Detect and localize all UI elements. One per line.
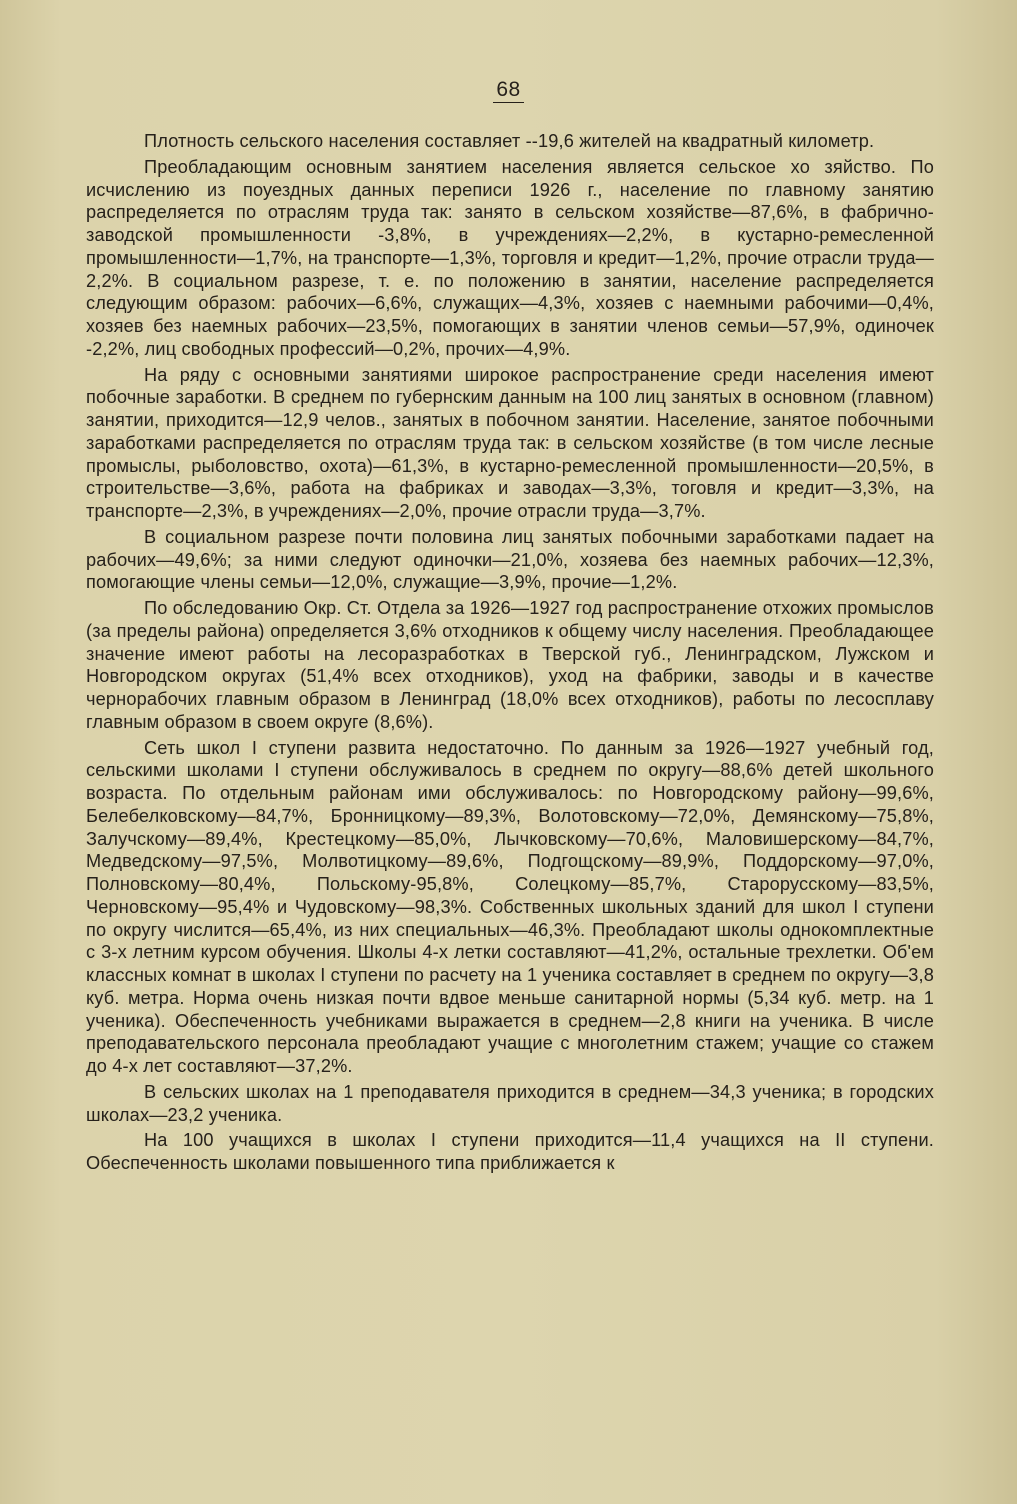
paragraph-second-level: На 100 учащихся в школах I ступени приходится—11,4 учащихся на II ступени. Обеспеченность школами повышенного типа приближается к	[86, 1130, 934, 1173]
paragraph-main-occupation: Преобладающим основным занятием населения является сельское хо зяйство. По исчислению из поуездных данных переписи 1926 г., население по главному занятию распределяется по отраслям труда так: занято в сельском хозяйстве—87,6%, в фабрично-заводской промышленности -3,8%, в учреждениях—2,2%, в кустарно-ремесленной промышленности—1,7%, на транспорте—1,3%, торговля и кредит—1,2%, прочие отрасли труда—2,2%. В социальном разрезе, т. е. по положению в занятии, население распределяется следующим образом: рабочих—6,6%, служащих—4,3%, хозяев с наемными рабочими—0,4%, хозяев без наемных рабочих—23,5%, помогающих в занятии членов семьи—57,9%, одиночек -2,2%, лиц свободных профессий—0,2%, прочих—4,9%.	[86, 156, 934, 359]
paragraph-schools: Сеть школ I ступени развита недостаточно. По данным за 1926—1927 учебный год, сельскими школами I ступени обслуживалось в среднем по округу—88,6% детей школьного возраста. По отдельным районам ими обслуживалось: по Новгородскому району—99,6%, Белебелковскому—84,7%, Бронницкому—89,3%, Волотовскому—72,0%, Демянскому—75,8%, Залучскому—89,4%, Крестецкому—85,0%, Лычковскому—70,6%, Маловишерскому—84,7%, Медведскому—97,5%, Молвотицкому—89,6%, Подгощскому—89,9%, Поддорскому—97,0%, Полновскому—80,4%, Польскому-95,8%, Солецкому—85,7%, Старорусскому—83,5%, Черновскому—95,4% и Чудовскому—98,3%. Собственных школьных зданий для школ I ступени по округу числится—65,4%, из них специальных—46,3%. Преобладают школы однокомплектные с 3-х летним курсом обучения. Школы 4-х летки составляют—41,2%, остальные трехлетки. Об'ем классных комнат в школах I ступени по расчету на 1 ученика составляет в среднем по округу—3,8 куб. метра. Норма очень низкая почти вдвое меньше санитарной нормы (5,34 куб. метр. на 1 ученика). Обеспеченность учебниками выражается в среднем—2,8 книги на ученика. В числе преподавательского персонала преобладают учащие с многолетним стажем; учащие со стажем до 4-х лет составляют—37,2%.	[86, 737, 934, 1076]
body-text	[86, 130, 934, 1175]
paragraph-social-breakdown: В социальном разрезе почти половина лиц занятых побочными заработками падает на рабочих—49,6%; за ними следуют одиночки—21,0%, хозяева без наемных рабочих—12,3%, помогающие члены семьи—12,0%, служащие—3,9%, прочие—1,2%.	[86, 526, 934, 593]
paragraph-teachers: В сельских школах на 1 преподавателя приходится в среднем—34,3 ученика; в городских школах—23,2 ученика.	[86, 1081, 934, 1125]
page-number	[0, 78, 1017, 102]
page-number-text: 68	[493, 78, 523, 103]
paragraph-seasonal-work: По обследованию Окр. Ст. Отдела за 1926—1927 год распространение отхожих промыслов (за пределы района) определяется 3,6% отходников к общему числу населения. Преобладающее значение имеют работы на лесоразработках в Тверской губ., Ленинградском, Лужском и Новгородском округах (51,4% всех отходников), уход на фабрики, заводы и в качестве чернорабочих главным образом в Ленинград (18,0% всех отходников), работы по лесосплаву главным образом в своем округе (8,6%).	[86, 598, 934, 732]
paragraph-side-earnings: На ряду с основными занятиями широкое распространение среди населения имеют побочные заработки. В среднем по губернским данным на 100 лиц занятых в основном (главном) занятии, приходится—12,9 челов., занятых в побочном занятии. Население, занятое побочными заработками распределяется по отраслям труда так: в сельском хозяйстве (в том числе лесные промыслы, рыболовство, охота)—61,3%, в кустарно-ремесленной промышленности—20,5%, в строительстве—3,6%, работа на фабриках и заводах—3,3%, тоговля и кредит—3,3%, на транспорте—2,3%, в учреждениях—2,0%, прочие отрасли труда—3,7%.	[86, 364, 934, 521]
paragraph-population-density: Плотность сельского населения составляет --19,6 жителей на квадратный километр.	[144, 131, 875, 151]
